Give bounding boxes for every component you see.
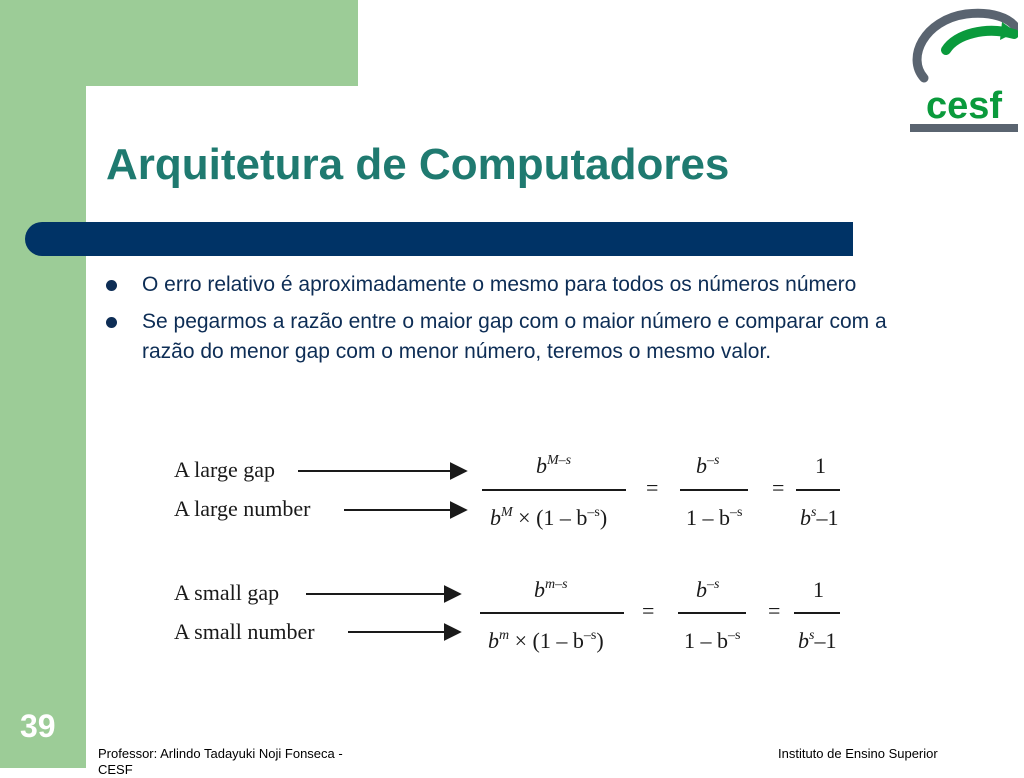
footer-author: Professor: Arlindo Tadayuki Noji Fonseca - CESF: [98, 746, 343, 777]
background-green-top: [0, 0, 358, 86]
small-equals-2: =: [768, 598, 781, 623]
large-numerator-2: $b^{-s}$: [696, 453, 720, 478]
small-denominator-1: $b^m \times (1 - b^{-s})$: [488, 628, 604, 653]
large-gap-label: A large gap: [174, 457, 276, 482]
small-numerator-2: $b^{-s}$: [696, 577, 720, 602]
cesf-logo: [906, 0, 1018, 134]
large-equals-1: =: [646, 475, 659, 500]
small-denominator-2: $1 - b^{-s}$: [684, 628, 741, 653]
large-denominator-1: $b^M \times (1 - b^{-s})$: [490, 505, 608, 530]
bullet-item: O erro relativo é aproximadamente o mesmo para todos os números número: [104, 270, 934, 300]
title-underline-bar: [25, 222, 853, 256]
small-numerator-1: $b^{m-s}$: [534, 577, 568, 602]
footer-institution: Instituto de Ensino Superior: [778, 746, 938, 761]
large-denominator-3: $b^s-1$: [800, 505, 839, 530]
small-equals-1: =: [642, 598, 655, 623]
gap-ratio-figure: [160, 445, 880, 675]
large-numerator-1: $b^{M-s}$: [536, 453, 572, 478]
small-number-label: A small number: [174, 619, 315, 644]
svg-text:cesf: cesf: [925, 85, 1003, 127]
cesf-logo-icon: [906, 0, 1018, 134]
small-denominator-3: $b^s-1$: [798, 628, 837, 653]
bullet-list: [104, 270, 934, 374]
slide-title: Arquitetura de Computadores: [106, 140, 730, 189]
large-equals-2: =: [772, 475, 785, 500]
slide-number: 39: [20, 708, 56, 744]
large-denominator-2: $1 - b^{-s}$: [686, 505, 743, 530]
large-number-label: A large number: [174, 496, 311, 521]
small-numerator-3: 1: [813, 577, 824, 602]
small-group: [174, 577, 840, 653]
bullet-item: Se pegarmos a razão entre o maior gap com o maior número e comparar com a razão do menor gap com o menor número, teremos o mesmo valor.: [104, 307, 934, 367]
small-gap-label: A small gap: [174, 580, 280, 605]
large-group: [174, 453, 840, 530]
large-numerator-3: 1: [815, 453, 826, 478]
background-green-left: [0, 86, 86, 768]
